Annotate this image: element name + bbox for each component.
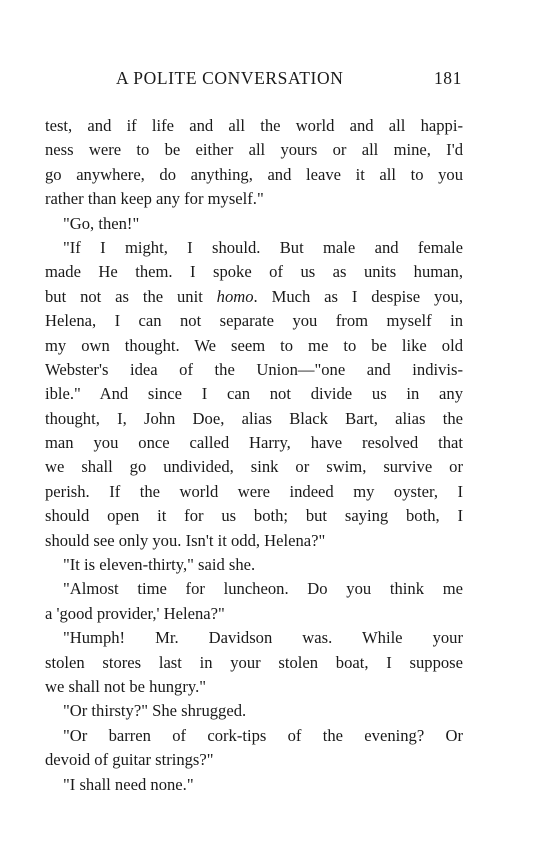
text-line: go anywhere, do anything, and leave it all to you [45, 164, 463, 184]
text-line: devoid of guitar strings?" [45, 750, 214, 770]
text-line: my own thought. We seem to me to be like old [45, 335, 463, 355]
text-line: "Or thirsty?" She shrugged. [63, 701, 247, 721]
text-line: a 'good provider,' Helena?" [45, 603, 225, 623]
text-line: thought, I, John Doe, alias Black Bart, alias the [45, 408, 463, 428]
page-number: 181 [433, 68, 462, 88]
text-line: Webster's idea of the Union—"one and indivis- [45, 359, 463, 379]
text-line: made He them. I spoke of us as units human, [45, 262, 463, 282]
text-line: we shall not be hungry." [45, 676, 207, 696]
text-line: "If I might, I should. But male and female [63, 237, 463, 257]
text-line: rather than keep any for myself." [45, 189, 264, 209]
running-title: A POLITE CONVERSATION [116, 68, 344, 88]
text-line: perish. If the world were indeed my oyster, I [45, 481, 463, 501]
text-line: "I shall need none." [63, 774, 194, 794]
text-line: test, and if life and all the world and all happi- [45, 116, 463, 135]
text-line: ible." And since I can not divide us in any [45, 384, 463, 404]
text-line: "Go, then!" [63, 213, 140, 233]
text-line: should open it for us both; but saying both, I [45, 506, 463, 526]
text-line: we shall go undivided, sink or swim, survive or [45, 457, 463, 477]
text-line: stolen stores last in your stolen boat, I suppose [45, 652, 463, 672]
text-line: ness were to be either all yours or all mine, I'd [45, 140, 463, 160]
italic-word: homo [216, 286, 254, 306]
text-line: "Or barren of cork-tips of the evening? Or [63, 725, 463, 745]
text-line: "Almost time for luncheon. Do you think me [63, 579, 463, 599]
running-head [44, 68, 462, 92]
text-line: but not as the unit homo. Much as I despise you, [45, 286, 463, 306]
text-line: Helena, I can not separate you from myself in [45, 311, 463, 331]
text-line: man you once called Harry, have resolved that [45, 433, 463, 453]
text-line: "It is eleven-thirty," said she. [63, 555, 256, 575]
text-line: "Humph! Mr. Davidson was. While your [63, 628, 463, 648]
body-text [45, 114, 463, 797]
text-line: should see only you. Isn't it odd, Helena?" [45, 530, 326, 550]
